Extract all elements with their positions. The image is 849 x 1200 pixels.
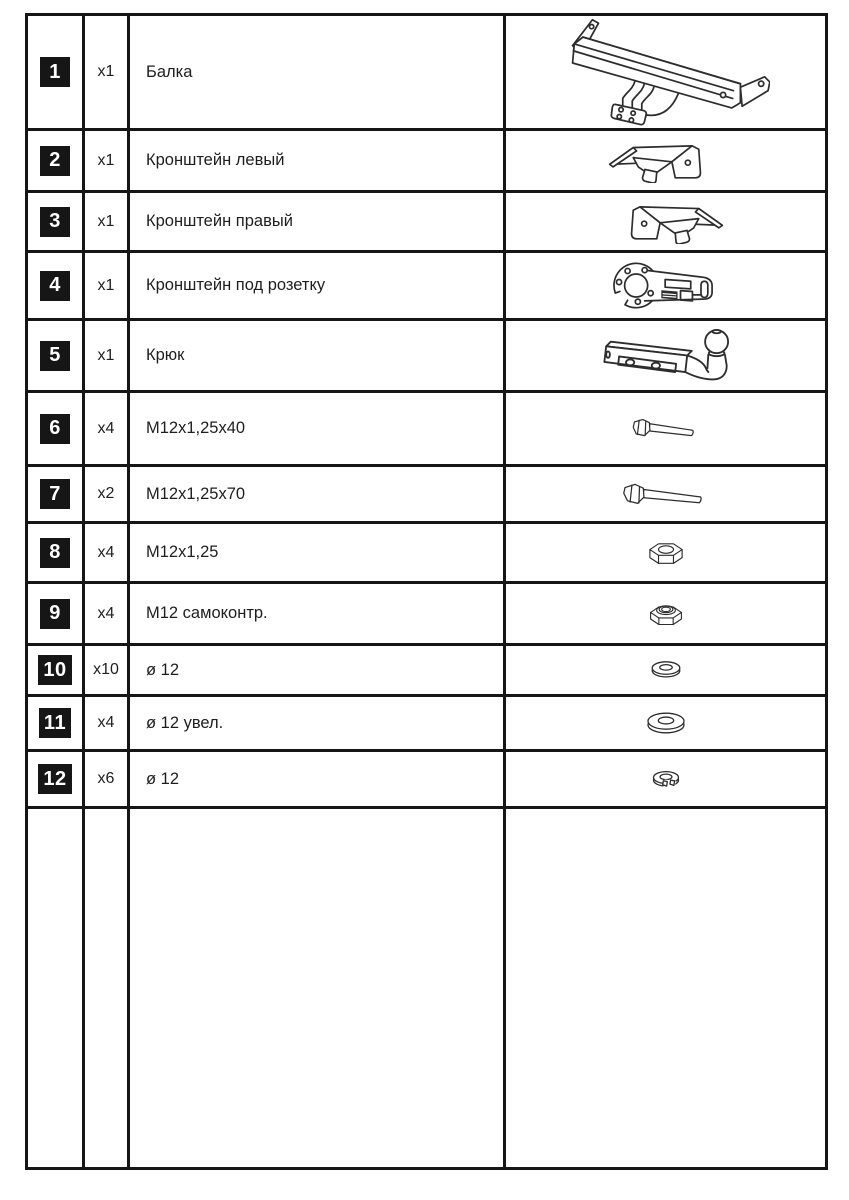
part-quantity: x10 — [93, 661, 119, 678]
part-name-cell — [130, 321, 506, 390]
part-number-cell — [28, 697, 85, 749]
part-name: ø 12 — [146, 660, 180, 679]
part-number-badge: 12 — [38, 764, 71, 794]
part-name: Крюк — [146, 346, 185, 364]
bracket-left-drawing — [603, 139, 729, 183]
part-quantity-cell — [85, 752, 130, 806]
empty-quantity-cell — [85, 809, 130, 1167]
part-number-cell — [28, 16, 85, 128]
part-number-cell — [28, 524, 85, 581]
large-washer-drawing — [638, 708, 694, 739]
part-number-cell — [28, 467, 85, 521]
part-name-cell — [130, 524, 506, 581]
part-name-cell — [130, 193, 506, 250]
bracket-right-drawing — [603, 200, 729, 244]
part-illustration-cell — [506, 393, 825, 464]
flat-washer-drawing — [643, 658, 689, 682]
part-name-cell — [130, 131, 506, 190]
part-number-badge: 7 — [40, 479, 70, 509]
part-number-cell — [28, 584, 85, 643]
part-name: Кронштейн правый — [146, 212, 293, 230]
part-illustration-cell — [506, 752, 825, 806]
part-name: Балка — [146, 62, 193, 81]
part-name: Кронштейн левый — [146, 151, 285, 169]
part-quantity-cell — [85, 16, 130, 128]
part-illustration-cell — [506, 321, 825, 390]
part-number-badge: 10 — [38, 655, 71, 685]
part-name-cell — [130, 752, 506, 806]
parts-row — [28, 697, 825, 752]
part-quantity-cell — [85, 646, 130, 694]
part-number-badge: 4 — [40, 271, 70, 301]
part-number-badge: 5 — [40, 341, 70, 371]
part-quantity-cell — [85, 131, 130, 190]
part-name-cell — [130, 393, 506, 464]
part-number-cell — [28, 253, 85, 318]
parts-row — [28, 193, 825, 253]
part-number-badge: 8 — [40, 538, 70, 568]
part-number-cell — [28, 193, 85, 250]
parts-row — [28, 524, 825, 584]
part-number-cell — [28, 321, 85, 390]
part-quantity-cell — [85, 253, 130, 318]
parts-row — [28, 321, 825, 393]
part-quantity: x4 — [97, 543, 115, 561]
part-name: ø 12 — [146, 769, 180, 788]
bolt-long-drawing — [618, 480, 714, 509]
part-quantity: x1 — [97, 276, 115, 294]
part-quantity: x6 — [97, 770, 115, 787]
parts-table — [25, 13, 828, 1170]
lock-nut-drawing — [644, 598, 688, 629]
part-number-badge: 6 — [40, 414, 70, 444]
part-quantity-cell — [85, 467, 130, 521]
part-illustration-cell — [506, 524, 825, 581]
part-quantity-cell — [85, 321, 130, 390]
part-quantity-cell — [85, 393, 130, 464]
parts-row — [28, 646, 825, 697]
parts-row — [28, 131, 825, 193]
part-illustration-cell — [506, 467, 825, 521]
towbar-beam-drawing — [562, 18, 770, 127]
part-quantity-cell — [85, 193, 130, 250]
part-number-badge: 2 — [40, 146, 70, 176]
part-quantity: x4 — [97, 419, 115, 437]
part-quantity: x1 — [97, 63, 115, 80]
part-illustration-cell — [506, 697, 825, 749]
part-name: M12x1,25x70 — [146, 484, 246, 503]
part-quantity-cell — [85, 584, 130, 643]
part-name-cell — [130, 584, 506, 643]
part-illustration-cell — [506, 584, 825, 643]
part-quantity: x1 — [97, 212, 115, 230]
part-quantity: x4 — [97, 604, 115, 622]
part-name-cell — [130, 253, 506, 318]
hex-nut-drawing — [643, 538, 689, 568]
part-number-cell — [28, 752, 85, 806]
part-quantity-cell — [85, 697, 130, 749]
part-name: ø 12 увел. — [146, 713, 224, 732]
part-number-badge: 9 — [40, 599, 70, 629]
parts-row — [28, 467, 825, 524]
parts-row — [28, 393, 825, 467]
part-number-cell — [28, 131, 85, 190]
part-quantity: x4 — [97, 714, 115, 731]
part-name-cell — [130, 467, 506, 521]
part-illustration-cell — [506, 16, 825, 128]
part-number-badge: 3 — [40, 207, 70, 237]
part-name-cell — [130, 16, 506, 128]
towball-hook-drawing — [597, 326, 735, 385]
parts-row — [28, 584, 825, 646]
empty-row — [28, 809, 825, 1167]
part-quantity: x1 — [97, 346, 115, 364]
part-number-badge: 1 — [40, 57, 70, 87]
empty-name-cell — [130, 809, 506, 1167]
part-name: Кронштейн под розетку — [146, 276, 326, 294]
parts-row — [28, 752, 825, 809]
bolt-short-drawing — [627, 416, 705, 441]
part-name-cell — [130, 646, 506, 694]
socket-bracket-drawing — [602, 259, 730, 312]
part-illustration-cell — [506, 646, 825, 694]
part-illustration-cell — [506, 253, 825, 318]
part-illustration-cell — [506, 131, 825, 190]
part-name: M12 самоконтр. — [146, 604, 268, 622]
part-number-badge: 11 — [39, 708, 71, 738]
part-illustration-cell — [506, 193, 825, 250]
part-name: M12x1,25 — [146, 543, 219, 561]
part-quantity-cell — [85, 524, 130, 581]
empty-number-cell — [28, 809, 85, 1167]
empty-illustration-cell — [506, 809, 825, 1167]
part-number-cell — [28, 646, 85, 694]
part-quantity: x2 — [97, 485, 115, 502]
spring-washer-drawing — [643, 767, 689, 792]
part-quantity: x1 — [97, 151, 115, 169]
parts-row — [28, 253, 825, 321]
part-name: M12x1,25x40 — [146, 419, 246, 437]
parts-row — [28, 16, 825, 131]
part-number-cell — [28, 393, 85, 464]
part-name-cell — [130, 697, 506, 749]
